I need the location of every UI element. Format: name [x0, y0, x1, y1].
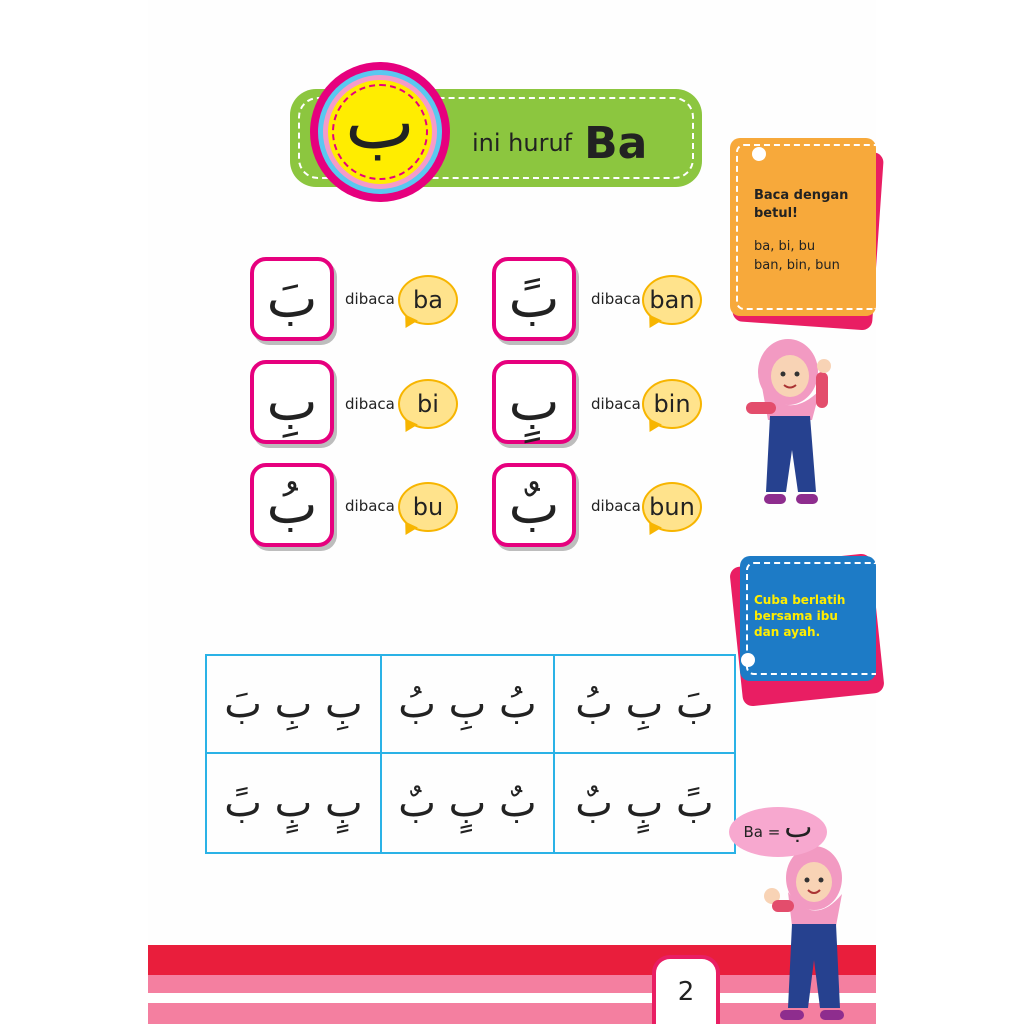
syllable-label: dibaca [345, 395, 395, 413]
grid-cell [207, 754, 382, 852]
grid-cell-text: بٌ بٍ بٌ [398, 780, 537, 826]
practice-grid [205, 654, 736, 854]
syllable-arabic: بٍ [508, 370, 560, 433]
reading-bubble-bun: bun [642, 482, 702, 532]
syllable-label: dibaca [345, 290, 395, 308]
girl-illustration-waving [758, 830, 858, 1024]
title-prefix: ini huruf [472, 129, 573, 157]
syllable-tile-bu [250, 463, 334, 547]
syllable-tile-ban [492, 257, 576, 341]
speech-label: Ba = [743, 823, 781, 841]
grid-cell [207, 656, 382, 754]
note-orange-line2: ban, bin, bun [754, 258, 840, 273]
note-orange-title: Baca dengan betul! [754, 188, 849, 221]
syllable-tile-bun [492, 463, 576, 547]
syllable-arabic: بِ [266, 370, 318, 433]
title-letter-name: Ba [584, 117, 648, 169]
syllable-arabic: بُ [266, 473, 318, 536]
syllable-arabic: بٌ [508, 473, 560, 536]
syllable-arabic: بَ [266, 267, 318, 330]
badge-letter: ب [345, 80, 415, 166]
page-number: 2 [652, 955, 720, 1024]
grid-cell-text: بٍ بٍ بً [224, 780, 363, 826]
syllable-label: dibaca [591, 290, 641, 308]
grid-cell [555, 656, 734, 754]
girl-illustration-pointing [740, 332, 850, 522]
grid-cell [382, 656, 555, 754]
note-orange-line1: ba, bi, bu [754, 239, 816, 254]
grid-cell-text: بَ بِ بُ [575, 681, 714, 727]
grid-cell [555, 754, 734, 852]
syllable-label: dibaca [591, 497, 641, 515]
grid-cell-text: بُ بِ بُ [398, 681, 537, 727]
reading-bubble-bin: bin [642, 379, 702, 429]
syllable-arabic: بً [508, 267, 560, 330]
page-title [472, 118, 647, 168]
syllable-label: dibaca [345, 497, 395, 515]
reading-bubble-ban: ban [642, 275, 702, 325]
speech-letter: ب [784, 810, 813, 845]
reading-bubble-bu: bu [398, 482, 458, 532]
reading-bubble-ba: ba [398, 275, 458, 325]
reading-bubble-bi: bi [398, 379, 458, 429]
grid-cell [382, 754, 555, 852]
syllable-tile-ba [250, 257, 334, 341]
grid-cell-text: بً بٍ بٌ [575, 780, 714, 826]
syllable-tile-bi [250, 360, 334, 444]
letter-badge [310, 62, 450, 202]
note-blue-text: Cuba berlatih bersama ibu dan ayah. [754, 593, 846, 639]
syllable-label: dibaca [591, 395, 641, 413]
grid-cell-text: بِ بِ بَ [224, 681, 363, 727]
speech-bubble [729, 807, 827, 857]
syllable-tile-bin [492, 360, 576, 444]
